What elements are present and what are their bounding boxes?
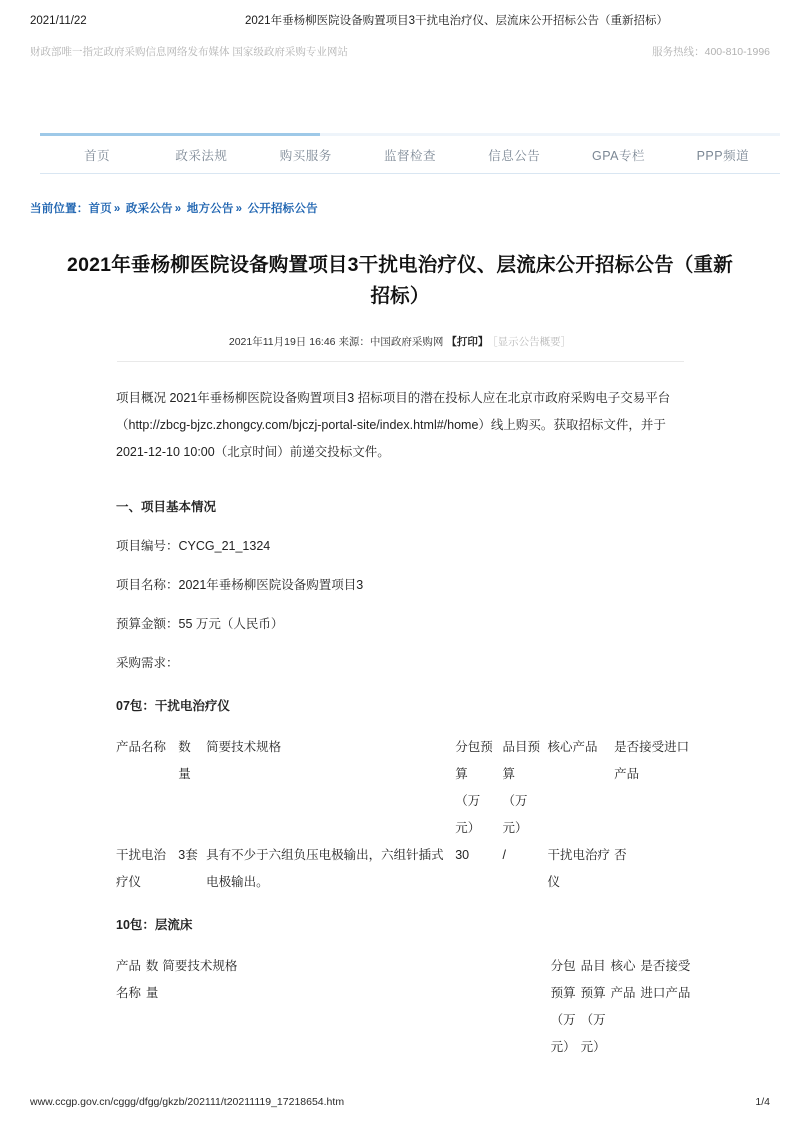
col-header-item-budget: 品目预算 bbox=[502, 740, 540, 781]
main-navigation bbox=[40, 133, 780, 174]
unit-package-budget: （万元） bbox=[550, 1013, 576, 1054]
nav-item-regulations[interactable]: 政采法规 bbox=[175, 148, 228, 163]
print-link[interactable]: 【打印】 bbox=[446, 336, 489, 348]
package-10-spec-table bbox=[116, 953, 700, 1061]
print-date: 2021/11/22 bbox=[30, 15, 87, 27]
article-body bbox=[116, 385, 700, 1061]
cell-core-product: 干扰电治疗仪 bbox=[547, 848, 611, 889]
col-header-core-product: 核心产品 bbox=[547, 740, 598, 754]
table-unit-row bbox=[116, 788, 700, 842]
breadcrumb-separator: » bbox=[174, 203, 182, 215]
col-header-product-name: 产品名称 bbox=[116, 959, 142, 1000]
site-slogan: 财政部唯一指定政府采购信息网络发布媒体 国家级政府采购专业网站 bbox=[30, 46, 348, 58]
overview-line-2: （http://zbcg-bjzc.zhongcy.com/bjczj-portal-site/index.html#/home）线上购买。获取招标文件，并于 bbox=[116, 418, 666, 432]
unit-blank bbox=[178, 788, 206, 842]
col-header-product-name: 产品名称 bbox=[116, 740, 167, 754]
print-document-title: 2021年垂杨柳医院设备购置项目3干扰电治疗仪、层流床公开招标公告（重新招标） bbox=[245, 15, 668, 27]
nav-item-purchase-services[interactable]: 购买服务 bbox=[279, 148, 332, 163]
col-header-spec: 简要技术规格 bbox=[206, 740, 282, 754]
col-header-package-budget: 分包预算 bbox=[455, 740, 493, 781]
show-summary-link[interactable]: ［显示公告概要］ bbox=[492, 336, 572, 348]
breadcrumb-item-home[interactable]: 首页 bbox=[88, 203, 112, 215]
table-header-row bbox=[116, 953, 700, 1007]
col-header-import-accepted: 是否接受进口产品 bbox=[640, 959, 691, 1000]
package-10-title: 10包：层流床 bbox=[116, 918, 193, 932]
breadcrumb-separator: » bbox=[235, 203, 243, 215]
package-07-title: 07包：干扰电治疗仪 bbox=[116, 699, 230, 713]
section-heading-basic-info: 一、项目基本情况 bbox=[116, 500, 217, 514]
article-source: 来源：中国政府采购网 bbox=[338, 336, 444, 348]
nav-active-indicator bbox=[40, 133, 320, 136]
page-number: 1/4 bbox=[755, 1096, 770, 1108]
overview-line-1: 项目概况 2021年垂杨柳医院设备购置项目3 招标项目的潜在投标人应在北京市政府采购电子交易平台 bbox=[116, 391, 671, 405]
unit-item-budget: （万元） bbox=[502, 794, 528, 835]
nav-item-supervision[interactable]: 监督检查 bbox=[383, 148, 436, 163]
source-url: www.ccgp.gov.cn/cggg/dfgg/gkzb/202111/t20211119_17218654.htm bbox=[30, 1096, 345, 1108]
project-name: 项目名称：2021年垂杨柳医院设备购置项目3 bbox=[116, 578, 364, 592]
breadcrumb bbox=[30, 200, 318, 216]
cell-package-budget: 30 bbox=[455, 848, 470, 862]
nav-item-gpa[interactable]: GPA专栏 bbox=[592, 148, 646, 163]
unit-blank bbox=[116, 1007, 146, 1061]
unit-package-budget: （万元） bbox=[455, 794, 481, 835]
project-number: 项目编号：CYCG_21_1324 bbox=[116, 539, 271, 553]
nav-item-list bbox=[40, 136, 780, 174]
col-header-spec: 简要技术规格 bbox=[162, 959, 238, 973]
nav-item-ppp[interactable]: PPP频道 bbox=[696, 148, 750, 163]
table-unit-row bbox=[116, 1007, 700, 1061]
overview-line-3: 2021-12-10 10:00（北京时间）前递交投标文件。 bbox=[116, 445, 390, 459]
print-header-top-row bbox=[30, 0, 770, 36]
col-header-import-accepted: 是否接受进口产品 bbox=[614, 740, 690, 781]
unit-blank bbox=[548, 788, 615, 842]
table-row bbox=[116, 842, 700, 896]
unit-blank bbox=[614, 788, 700, 842]
table-header-row bbox=[116, 734, 700, 788]
print-header-bottom-row bbox=[30, 44, 770, 59]
procurement-demand-label: 采购需求： bbox=[116, 656, 179, 670]
project-overview-paragraph bbox=[116, 385, 700, 466]
unit-blank bbox=[116, 788, 178, 842]
nav-item-home[interactable]: 首页 bbox=[84, 148, 111, 163]
unit-blank bbox=[162, 1007, 550, 1061]
nav-item-announcements[interactable]: 信息公告 bbox=[488, 148, 541, 163]
cell-spec: 具有不少于六组负压电极输出，六组针插式电极输出。 bbox=[206, 848, 444, 889]
nav-top-rule bbox=[40, 133, 780, 136]
unit-blank bbox=[611, 1007, 641, 1061]
unit-blank bbox=[146, 1007, 163, 1061]
article-meta bbox=[60, 334, 740, 349]
article-divider bbox=[117, 361, 684, 362]
col-header-quantity: 数量 bbox=[178, 740, 191, 781]
page-title: 2021年垂杨柳医院设备购置项目3干扰电治疗仪、层流床公开招标公告（重新招标） bbox=[67, 254, 733, 307]
print-footer bbox=[30, 1096, 770, 1108]
cell-quantity: 3套 bbox=[178, 848, 198, 862]
print-header bbox=[0, 0, 800, 78]
project-budget: 预算金额：55 万元（人民币） bbox=[116, 617, 284, 631]
col-header-quantity: 数量 bbox=[145, 959, 159, 1000]
breadcrumb-separator: » bbox=[113, 203, 121, 215]
article-header bbox=[60, 250, 740, 362]
col-header-item-budget: 品目预算 bbox=[580, 959, 606, 1000]
article-datetime: 2021年11月19日 16:46 bbox=[228, 336, 336, 348]
unit-blank bbox=[206, 788, 455, 842]
cell-product-name: 干扰电治疗仪 bbox=[116, 848, 167, 889]
cell-import-accepted: 否 bbox=[614, 848, 627, 862]
unit-blank bbox=[640, 1007, 700, 1061]
cell-item-budget: / bbox=[502, 848, 506, 862]
breadcrumb-item-local-announcements[interactable]: 地方公告 bbox=[186, 203, 234, 215]
breadcrumb-item-open-tender-announcement[interactable]: 公开招标公告 bbox=[247, 203, 318, 215]
col-header-core-product: 核心产品 bbox=[610, 959, 636, 1000]
breadcrumb-item-procurement-announcements[interactable]: 政采公告 bbox=[125, 203, 173, 215]
breadcrumb-prefix: 当前位置： bbox=[30, 203, 89, 215]
package-07-spec-table bbox=[116, 734, 700, 896]
unit-item-budget: （万元） bbox=[580, 1013, 606, 1054]
col-header-package-budget: 分包预算 bbox=[550, 959, 576, 1000]
service-hotline: 服务热线：400-810-1996 bbox=[652, 46, 770, 58]
